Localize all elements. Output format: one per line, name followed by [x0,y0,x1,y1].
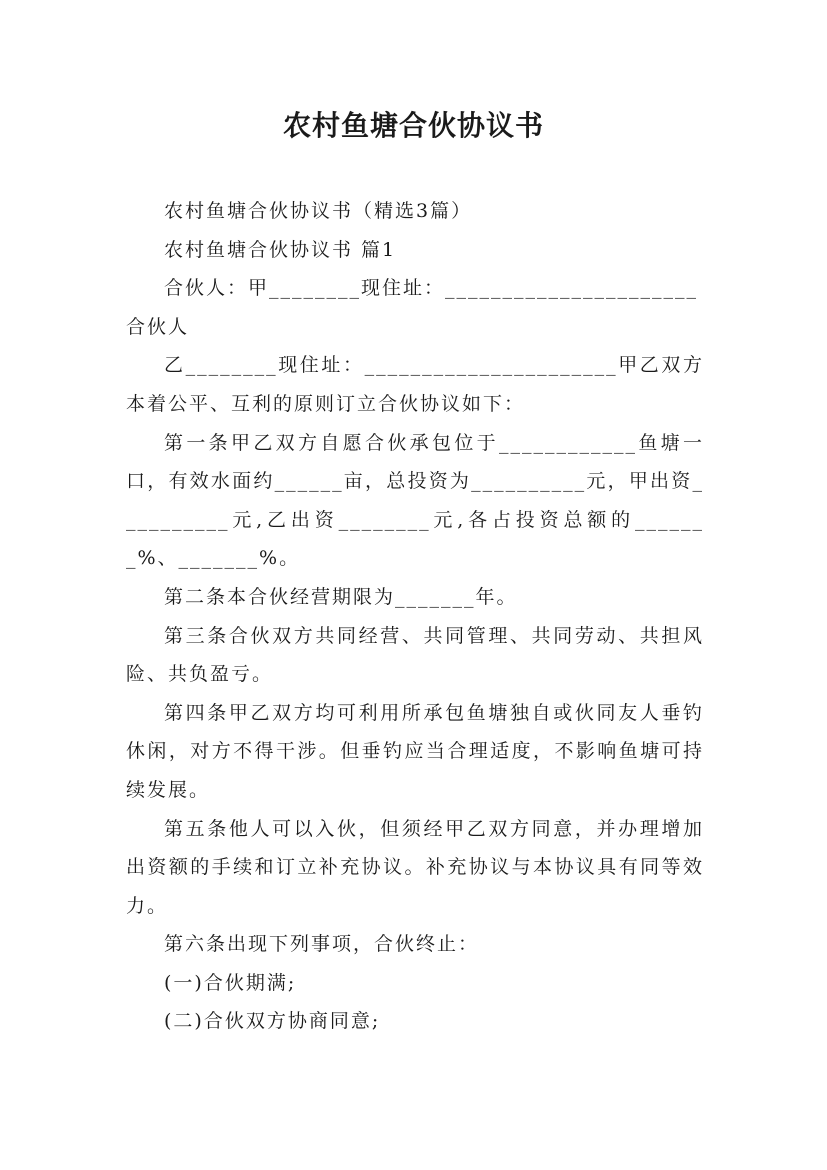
paragraph-item-1: (一)合伙期满; [164,971,297,994]
document-title: 农村鱼塘合伙协议书 [282,109,544,142]
paragraph-article-6: 第六条出现下列事项，合伙终止： [164,933,480,956]
document-body [126,192,704,1041]
paragraph-article-4: 第四条甲乙双方均可利用所承包鱼塘独自或伙同友人垂钓休闲，对方不得干涉。但垂钓应当合理适度，不影响鱼塘可持续发展。 [126,701,704,801]
paragraph-subtitle: 农村鱼塘合伙协议书（精选3篇） [164,200,473,222]
paragraph-section-heading: 农村鱼塘合伙协议书 篇1 [164,238,397,261]
paragraph-partner-label: 合伙人 [126,315,190,338]
paragraph-partner-b: 乙________现住址：______________________甲乙双方本着公平、互利的原则订立合伙协议如下： [126,354,704,415]
paragraph-article-5: 第五条他人可以入伙，但须经甲乙双方同意，并办理增加出资额的手续和订立补充协议。补充协议与本协议具有同等效力。 [126,817,704,917]
paragraph-partner-a: 合伙人：甲________现住址：______________________ [164,277,699,300]
paragraph-article-1: 第一条甲乙双方自愿合伙承包位于____________鱼塘一口，有效水面约______亩，总投资为__________元，甲出资__________元,乙出资________元,各占投资总额的_______%、_______%。 [126,431,704,570]
paragraph-item-2: (二)合伙双方协商同意; [164,1010,381,1033]
paragraph-article-3: 第三条合伙双方共同经营、共同管理、共同劳动、共担风险、共负盈亏。 [126,624,704,686]
paragraph-article-2: 第二条本合伙经营期限为_______年。 [164,585,518,608]
